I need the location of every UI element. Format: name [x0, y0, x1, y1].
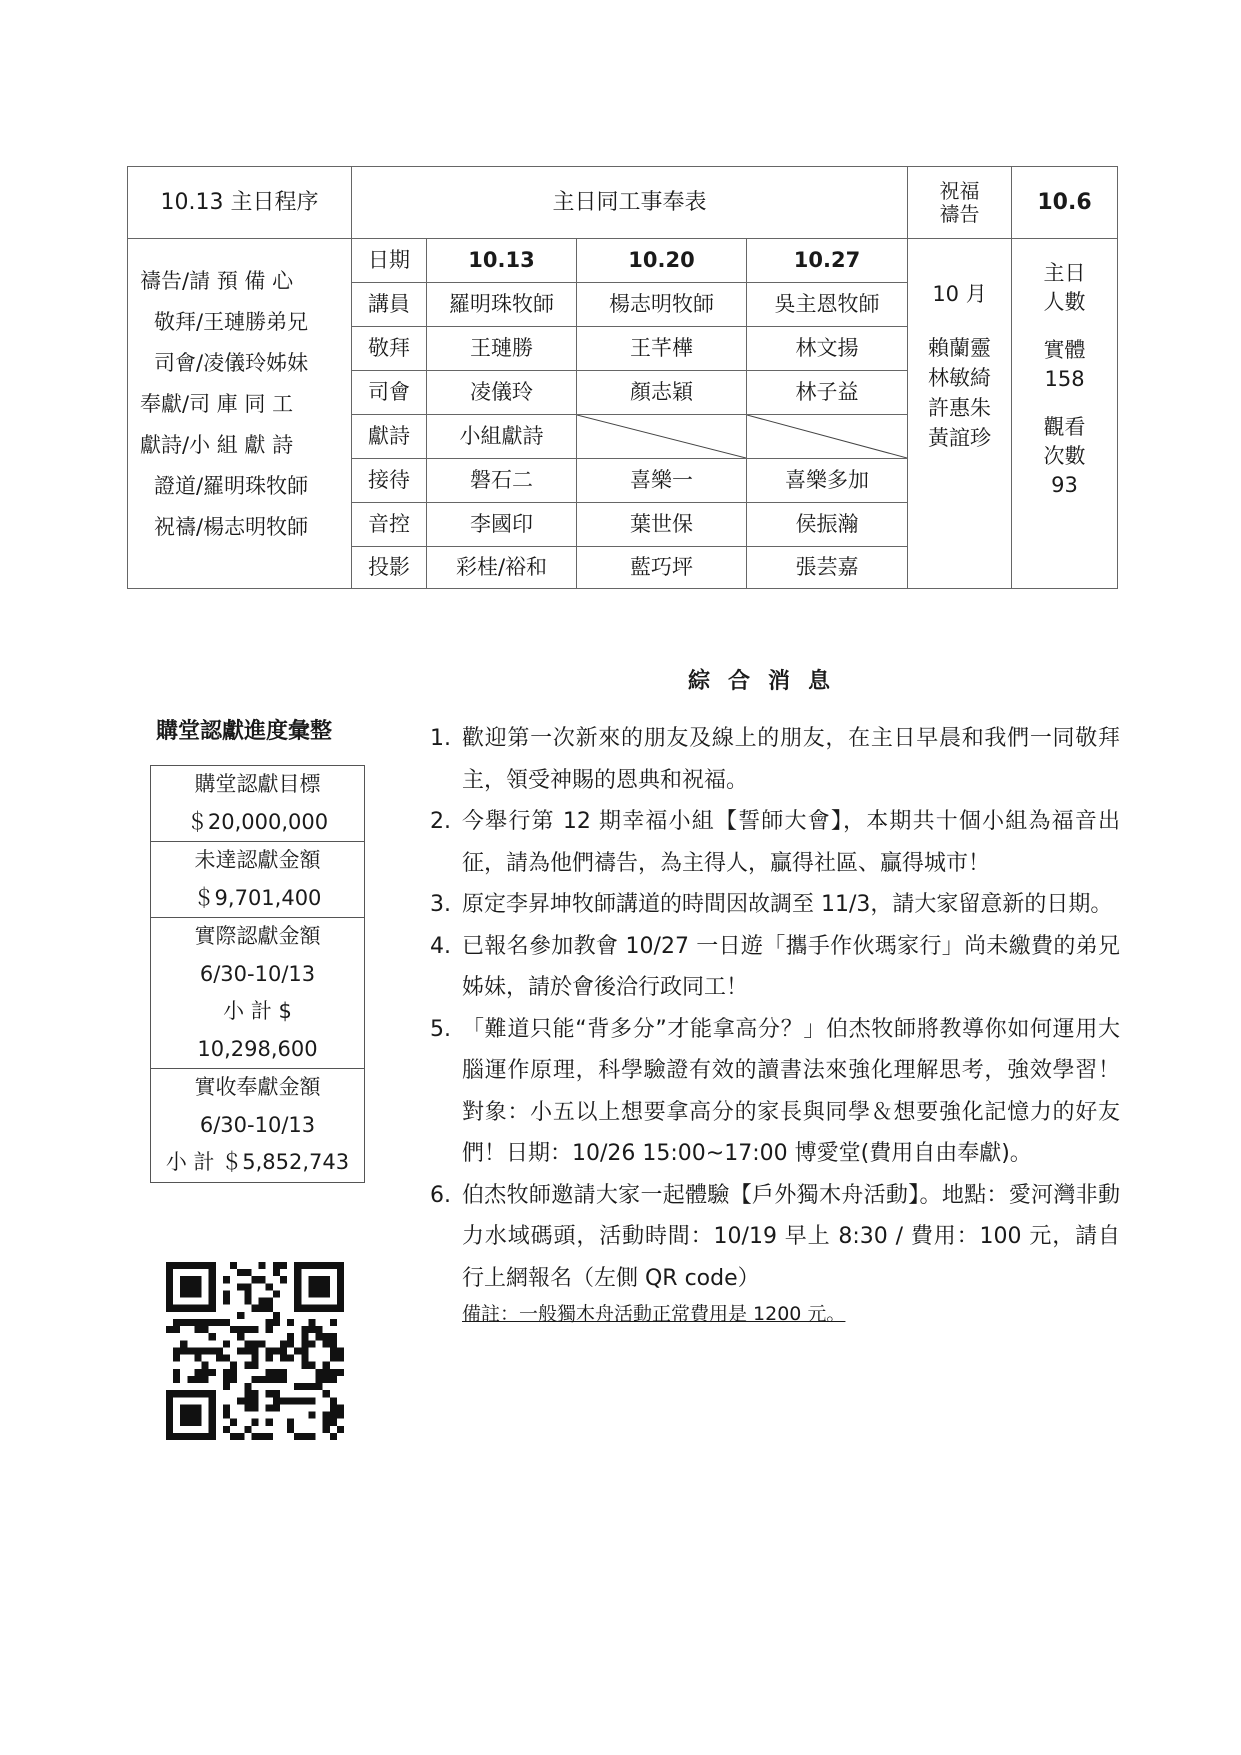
count-date-header: 10.6 [1012, 167, 1118, 239]
program-list [128, 239, 352, 589]
program-item: 禱告/請 預 備 心 [140, 269, 294, 293]
fund-received-label: 實收奉獻金額 [194, 1075, 321, 1099]
blessing-name: 黃誼珍 [928, 426, 992, 450]
fund-target-value: ＄20,000,000 [186, 809, 329, 834]
roster-cell: 王芊樺 [577, 327, 747, 371]
roster-cell: 葉世保 [577, 503, 747, 547]
stat-views-label: 觀看 [1043, 415, 1086, 439]
news-item [430, 1009, 1120, 1175]
fund-remaining-value: ＄9,701,400 [193, 885, 322, 910]
roster-cell: 喜樂一 [577, 459, 747, 503]
roster-cell: 喜樂多加 [747, 459, 908, 503]
fund-progress-title: 購堂認獻進度彙整 [156, 719, 333, 744]
roster-role: 敬拜 [352, 327, 427, 371]
fund-received-value: 小 計 ＄5,852,743 [165, 1150, 350, 1174]
stat-people: 人數 [1043, 290, 1086, 314]
fund-pledged-value: 10,298,600 [197, 1036, 318, 1061]
news-item-text: 歡迎第一次新來的朋友及線上的朋友，在主日早晨和我們一同敬拜主，領受神賜的恩典和祝福。 [462, 726, 1120, 793]
blessing-name: 賴蘭靈 [928, 336, 992, 360]
roster-cell: 吳主恩牧師 [747, 283, 908, 327]
roster-cell: 林文揚 [747, 327, 908, 371]
empty-slash-cell [577, 415, 747, 459]
roster-date-3: 10.27 [747, 239, 908, 283]
roster-cell: 張芸嘉 [747, 547, 908, 589]
roster-cell: 楊志明牧師 [577, 283, 747, 327]
roster-date-1: 10.13 [427, 239, 577, 283]
news-item-number: 2. [430, 809, 451, 834]
stat-sunday: 主日 [1043, 261, 1086, 285]
roster-cell: 王璉勝 [427, 327, 577, 371]
fund-pledged [151, 918, 364, 1069]
news-section-title: 綜合消息 [688, 669, 849, 694]
program-item: 祝禱/楊志明牧師 [154, 515, 309, 539]
fund-remaining [151, 842, 364, 918]
news-note: 備註：一般獨木舟活動正常費用是 1200 元。 [462, 1303, 846, 1325]
news-item [430, 1175, 1120, 1300]
news-list [430, 718, 1120, 1329]
roster-role: 講員 [352, 283, 427, 327]
fund-target [151, 766, 364, 842]
news-item-number: 6. [430, 1182, 451, 1208]
news-item [430, 926, 1120, 1009]
news-item-number: 1. [430, 726, 451, 751]
roster-cell: 李國印 [427, 503, 577, 547]
roster-cell: 顏志穎 [577, 371, 747, 415]
news-item-number: 3. [430, 892, 451, 917]
news-item-number: 4. [430, 933, 451, 959]
fund-pledged-period: 6/30-10/13 [199, 961, 316, 986]
news-item [430, 884, 1120, 926]
fund-remaining-label: 未達認獻金額 [194, 848, 321, 872]
news-item [430, 801, 1120, 884]
roster-role: 獻詩 [352, 415, 427, 459]
roster-role: 音控 [352, 503, 427, 547]
stat-physical-label: 實體 [1043, 338, 1086, 362]
blessing-name: 許惠朱 [928, 396, 992, 420]
news-item-number: 5. [430, 1016, 451, 1042]
program-item: 敬拜/王璉勝弟兄 [154, 310, 309, 334]
roster-role: 接待 [352, 459, 427, 503]
qr-code-icon[interactable] [166, 1262, 344, 1440]
empty-slash-cell [747, 415, 908, 459]
blessing-month: 10 月 [932, 282, 987, 306]
roster-date-2: 10.20 [577, 239, 747, 283]
roster-cell: 侯振瀚 [747, 503, 908, 547]
stat-views-label: 次數 [1043, 444, 1086, 468]
blessing-name: 林敏綺 [928, 366, 992, 390]
roster-cell: 藍巧坪 [577, 547, 747, 589]
news-item-text: 「難道只能“背多分”才能拿高分？」伯杰牧師將教導你如何運用大腦運作原理，科學驗證有效的讀書法來強化理解思考，強效學習！對象：小五以上想要拿高分的家長與同學＆想要強化記憶力的好友們！日期：10/26 15:00~17:00 博愛堂(費用自由奉獻)。 [462, 1016, 1120, 1166]
roster-role: 投影 [352, 547, 427, 589]
sunday-service-table [127, 166, 1117, 588]
stat-views-value: 93 [1051, 473, 1078, 497]
stat-physical-value: 158 [1044, 367, 1085, 391]
program-item: 司會/凌儀玲姊妹 [154, 351, 309, 375]
program-item: 奉獻/司 庫 同 工 [140, 392, 294, 416]
roster-cell: 凌儀玲 [427, 371, 577, 415]
roster-cell: 羅明珠牧師 [427, 283, 577, 327]
roster-cell: 彩桂/裕和 [427, 547, 577, 589]
blessing-header: 祝福禱告 [908, 167, 1012, 239]
roster-date-label: 日期 [352, 239, 427, 283]
roster-cell: 磐石二 [427, 459, 577, 503]
fund-pledged-label: 實際認獻金額 [194, 924, 321, 948]
fund-received [151, 1069, 364, 1182]
blessing-roster [908, 239, 1012, 589]
roster-cell: 林子益 [747, 371, 908, 415]
fund-target-label: 購堂認獻目標 [194, 772, 321, 796]
attendance-stats [1012, 239, 1118, 589]
fund-progress-box [150, 765, 365, 1183]
fund-pledged-subtotal-label: 小 計 $ [223, 999, 292, 1023]
news-item-text: 原定李昇坤牧師講道的時間因故調至 11/3，請大家留意新的日期。 [462, 892, 1113, 917]
news-item [430, 718, 1120, 801]
program-header: 10.13 主日程序 [128, 167, 352, 239]
news-item-text: 已報名參加教會 10/27 一日遊「攜手作伙瑪家行」尚未繳費的弟兄姊妹，請於會後洽行政同工！ [462, 933, 1120, 1000]
roster-role: 司會 [352, 371, 427, 415]
program-item: 證道/羅明珠牧師 [154, 474, 309, 498]
roster-cell: 小組獻詩 [427, 415, 577, 459]
news-item-text: 伯杰牧師邀請大家一起體驗【戶外獨木舟活動】。地點：愛河灣非動力水域碼頭，活動時間：10/19 早上 8:30 / 費用：100 元，請自行上網報名（左側 QR code） [462, 1182, 1120, 1291]
fund-received-period: 6/30-10/13 [199, 1112, 316, 1137]
news-item-text: 今舉行第 12 期幸福小組【誓師大會】，本期共十個小組為福音出征，請為他們禱告，為主得人，贏得社區、贏得城市！ [462, 809, 1120, 876]
program-item: 獻詩/小 組 獻 詩 [140, 433, 294, 457]
roster-header: 主日同工事奉表 [352, 167, 908, 239]
